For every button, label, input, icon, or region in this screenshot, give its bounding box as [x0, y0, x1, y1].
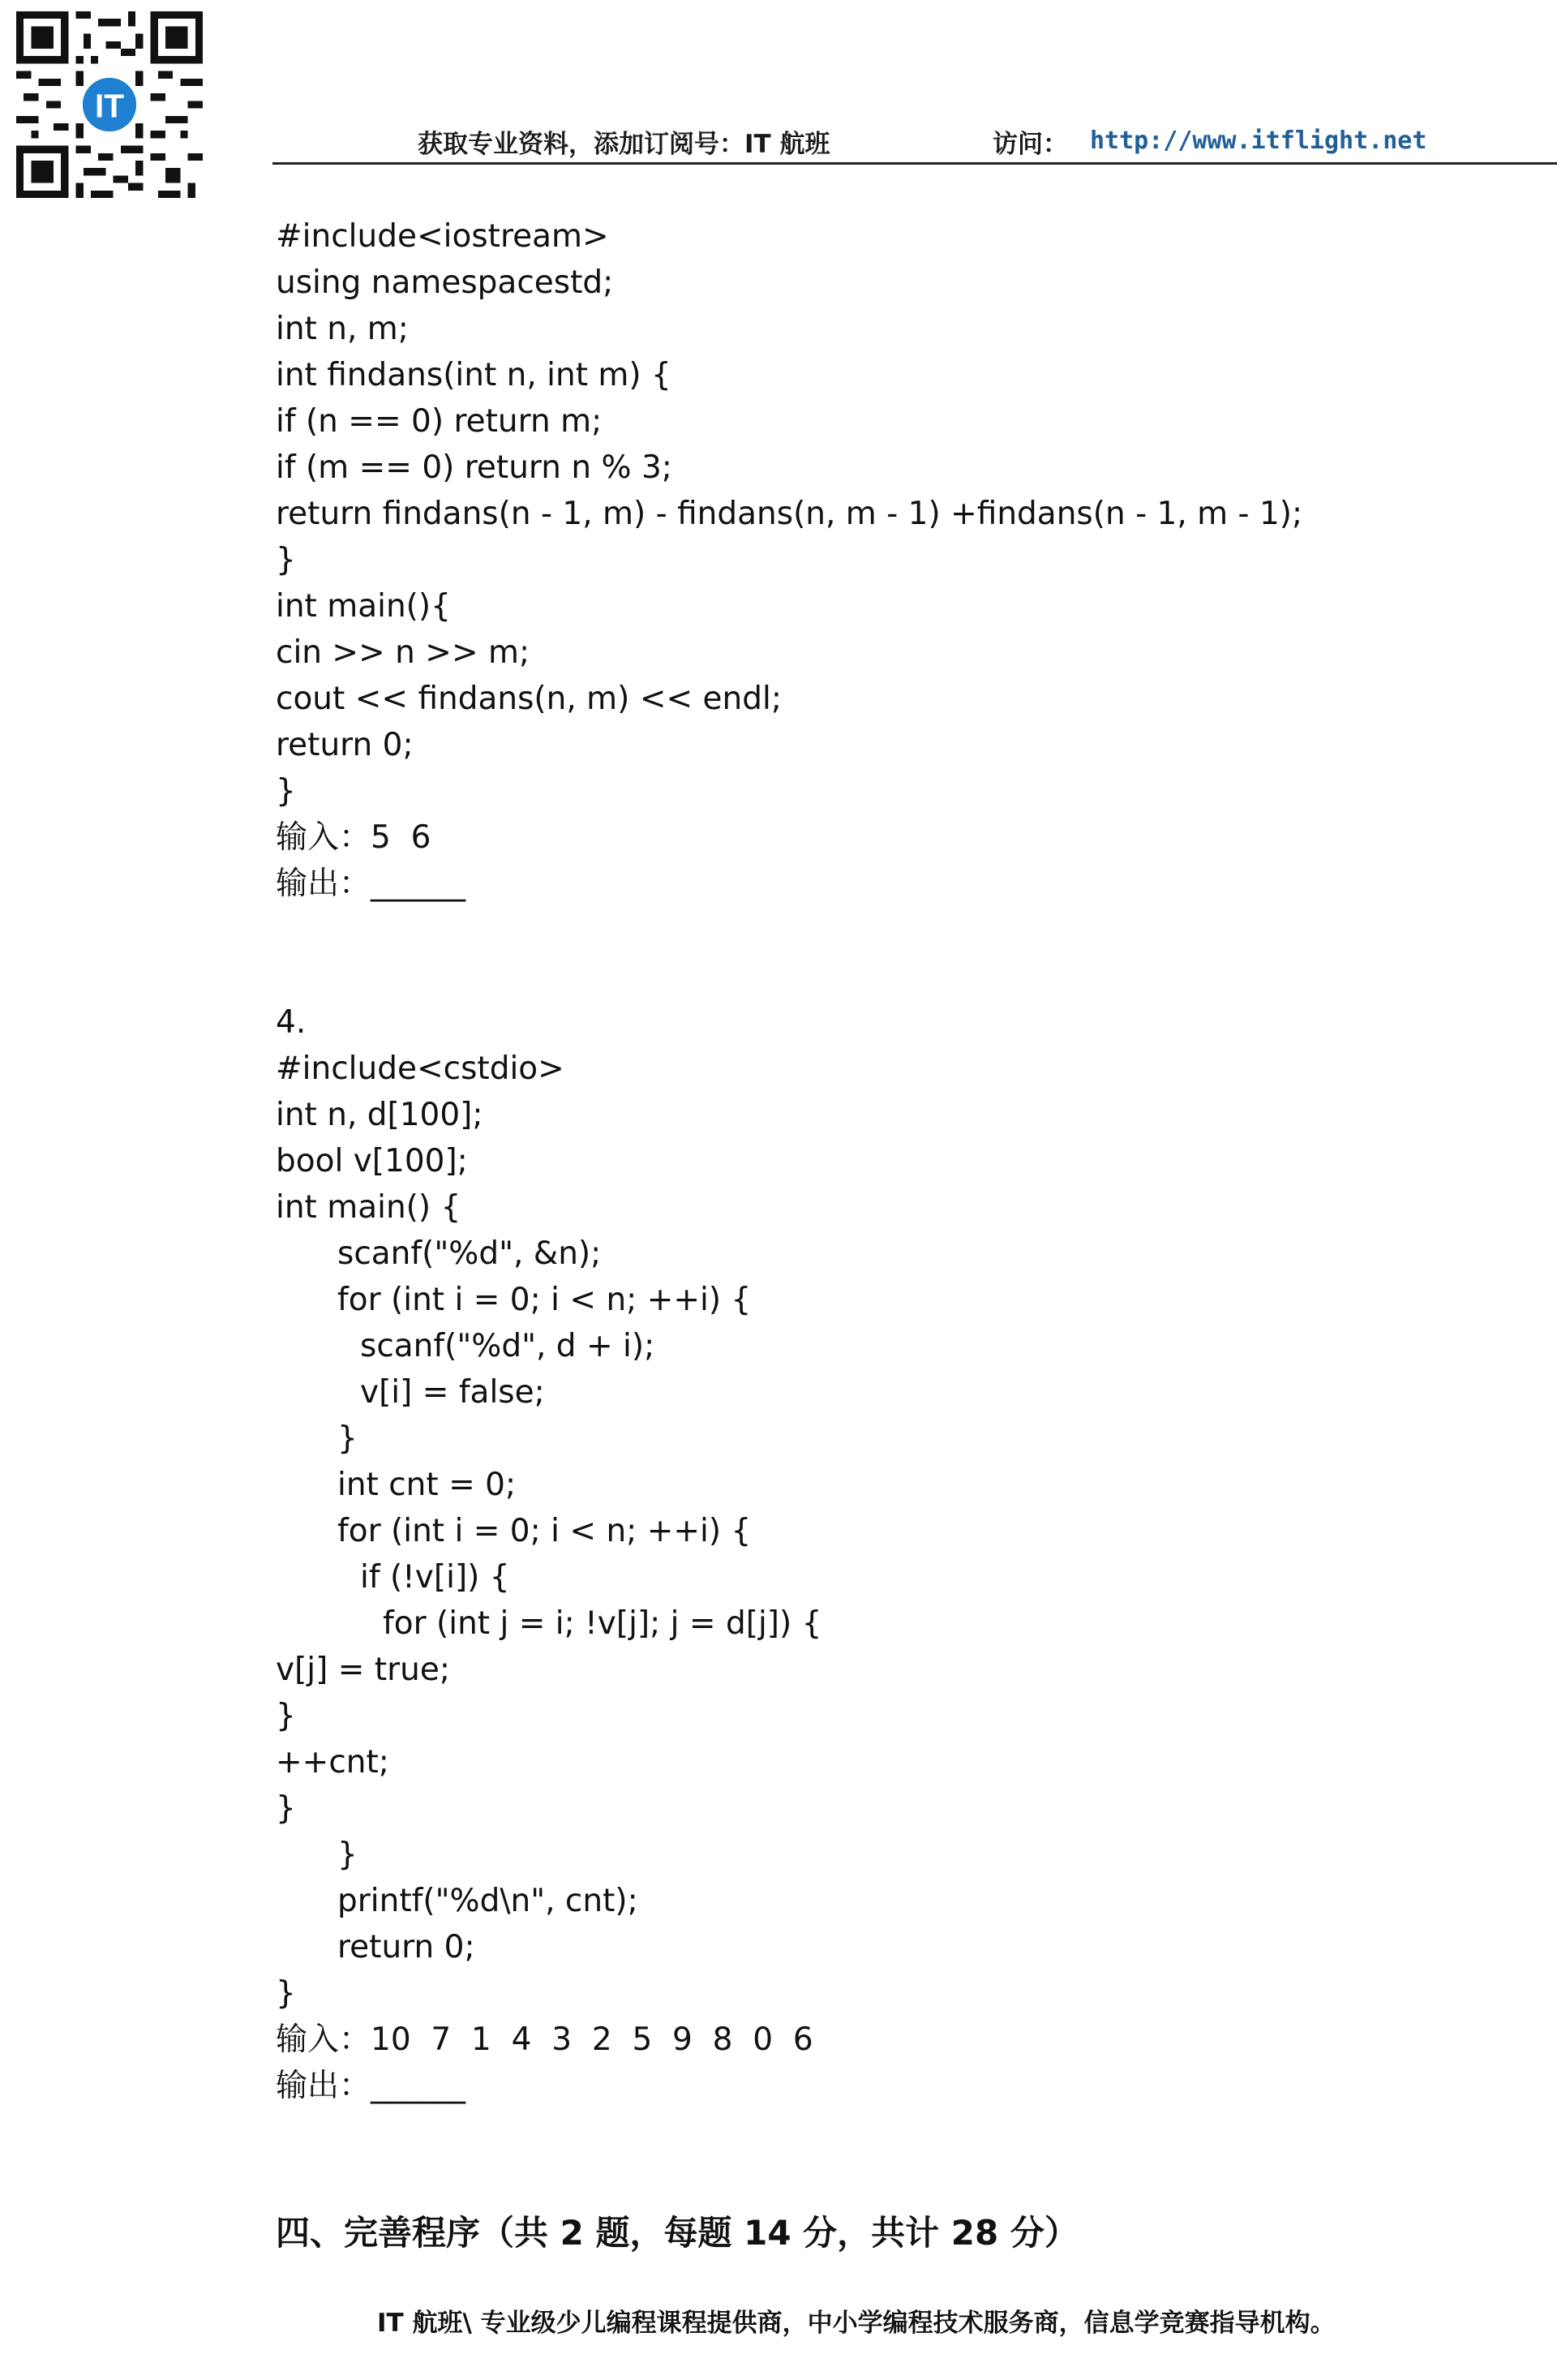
code-line: int cnt = 0;: [337, 1467, 517, 1503]
code-line: #include<cstdio>: [276, 1050, 564, 1087]
code-line: printf("%d\n", cnt);: [337, 1883, 638, 1919]
code-line: cin >> n >> m;: [276, 634, 530, 671]
code-line: if (!v[i]) {: [360, 1559, 510, 1596]
section-title: 四、完善程序（共 2 题，每题 14 分，共计 28 分）: [276, 2213, 1079, 2253]
svg-text:IT: IT: [95, 87, 124, 125]
code-line: v[i] = false;: [360, 1374, 545, 1411]
code-line: scanf("%d", d + i);: [360, 1328, 655, 1364]
code-line: if (m == 0) return n % 3;: [276, 449, 672, 486]
code-line: }: [337, 1837, 358, 1873]
code-line: int main(){: [276, 588, 451, 625]
code-line: for (int j = i; !v[j]; j = d[j]) {: [383, 1605, 822, 1642]
code-line: int n, m;: [276, 311, 409, 347]
code-line: }: [276, 1698, 296, 1734]
code-line: int findans(int n, int m) {: [276, 357, 671, 393]
code-line: }: [276, 542, 296, 578]
code-line: }: [276, 1975, 296, 2012]
code-line: for (int i = 0; i < n; ++i) {: [337, 1282, 752, 1318]
footer-text: IT 航班\ 专业级少儿编程课程提供商，中小学编程技术服务商，信息学竞赛指导机构。: [377, 2309, 1336, 2338]
code-line: bool v[100];: [276, 1143, 468, 1179]
code-line: v[j] = true;: [276, 1652, 450, 1688]
subscribe-text: 获取专业资料，添加订阅号：IT 航班: [418, 130, 830, 159]
question-number: 4.: [276, 1004, 307, 1041]
program-output-blank: 输出：______: [276, 2068, 466, 2104]
code-line: return findans(n - 1, m) - findans(n, m - 1) +findans(n - 1, m - 1);: [276, 496, 1303, 532]
program-input: 输入：5 6: [276, 819, 431, 856]
code-line: for (int i = 0; i < n; ++i) {: [337, 1513, 752, 1549]
code-line: }: [276, 773, 296, 810]
code-line: cout << findans(n, m) << endl;: [276, 681, 782, 717]
program-output-blank: 输出：______: [276, 866, 466, 902]
qr-code: [15, 11, 204, 198]
code-line: int main() {: [276, 1189, 461, 1226]
code-line: if (n == 0) return m;: [276, 403, 603, 440]
site-url-link[interactable]: http://www.itflight.net: [1090, 127, 1427, 155]
program-input: 输入：10 7 1 4 3 2 5 9 8 0 6: [276, 2021, 813, 2058]
code-line: }: [276, 1790, 296, 1827]
code-line: using namespacestd;: [276, 264, 614, 301]
code-line: int n, d[100];: [276, 1097, 483, 1133]
code-line: return 0;: [337, 1929, 475, 1965]
header-divider: [272, 162, 1557, 165]
code-line: scanf("%d", &n);: [337, 1235, 602, 1272]
code-line: return 0;: [276, 727, 414, 763]
visit-label: 访问：: [993, 130, 1068, 159]
code-line: ++cnt;: [276, 1744, 389, 1781]
code-line: #include<iostream>: [276, 218, 609, 255]
code-line: }: [337, 1420, 358, 1457]
